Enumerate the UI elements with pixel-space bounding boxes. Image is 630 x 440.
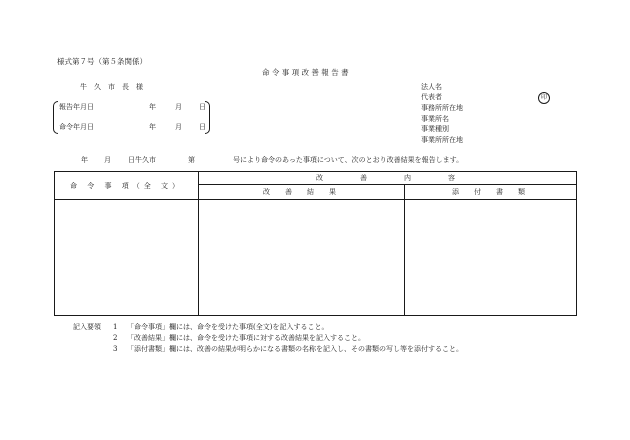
field-representative: 代表者	[421, 93, 442, 101]
form-number: 様式第７号（第５条関係）	[57, 57, 147, 66]
intro-dai: 第	[188, 156, 195, 164]
field-business-address: 事業所所在地	[421, 136, 463, 144]
report-date-year: 年	[149, 103, 156, 111]
intro-day-city: 日牛久市	[128, 156, 156, 164]
note-number: 2	[113, 334, 118, 342]
seal-mark: 印	[538, 92, 550, 104]
improvement-table	[54, 171, 577, 316]
order-date-day: 日	[199, 123, 206, 131]
notes-label: 記入要領	[73, 323, 101, 331]
note-number: 1	[113, 323, 118, 331]
improvement-result-cell[interactable]	[199, 200, 405, 316]
note-text: 「命令事項」欄には、命令を受けた事項(全文)を記入すること。	[127, 323, 329, 331]
improvement-result-header: 改 善 結 果	[199, 185, 405, 200]
order-date-month: 月	[175, 123, 182, 131]
order-items-cell[interactable]	[55, 200, 199, 316]
attached-documents-header: 添 付 書 類	[405, 185, 577, 200]
field-business-name: 事業所名	[421, 115, 449, 123]
report-date-label: 報告年月日	[59, 103, 94, 111]
field-corporation-name: 法人名	[421, 83, 442, 91]
improvement-content-header: 改 善 内 容	[199, 172, 577, 185]
report-date-day: 日	[199, 103, 206, 111]
note-number: 3	[113, 345, 118, 353]
document-title: 命 令 事 項 改 善 報 告 書	[262, 68, 349, 77]
field-office-address: 事務所所在地	[421, 104, 463, 112]
addressee: 牛 久 市 長 様	[80, 83, 143, 91]
field-business-type: 事業種別	[421, 125, 449, 133]
order-items-header: 命 令 事 項（全 文）	[55, 172, 199, 200]
note-text: 「改善結果」欄には、命令を受けた事項に対する改善結果を記入すること。	[127, 334, 365, 342]
intro-rest: 号により命令のあった事項について、次のとおり改善結果を報告します。	[233, 156, 464, 164]
order-date-year: 年	[149, 123, 156, 131]
note-text: 「添付書類」欄には、改善の結果が明らかになる書類の名称を記入し、その書類の写し等を添付すること。	[127, 345, 463, 353]
report-date-month: 月	[175, 103, 182, 111]
order-date-label: 命令年月日	[59, 123, 94, 131]
intro-month: 月	[104, 156, 111, 164]
attached-documents-cell[interactable]	[405, 200, 577, 316]
date-bracket-left	[53, 101, 58, 134]
intro-year: 年	[81, 156, 88, 164]
